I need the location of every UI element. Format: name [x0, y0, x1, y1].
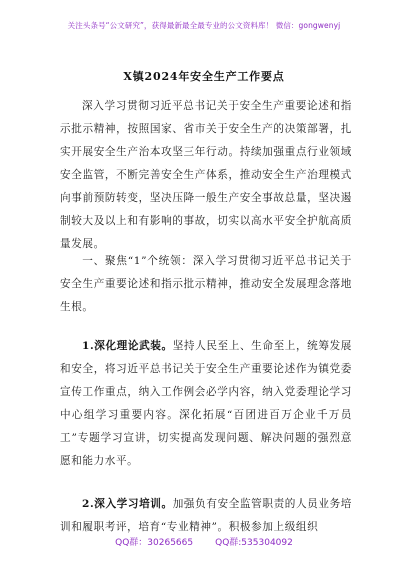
- footer-qq-group-1: QQ群：30265665: [115, 538, 194, 548]
- page-footer: [0, 535, 408, 548]
- item-two-title: 2.深入学习培训。: [82, 498, 173, 510]
- item-two-paragraph: [60, 493, 352, 539]
- item-one-text: 坚持人民至上、生命至上，统筹发展和安全，将习近平总书记关于安全生产重要论述作为镇党委宣传工作重点，纳入工作例会必学内容，纳入党委理论学习中心组学习重要内容。深化拓展“百团进百万企业千万员工”专题学习宣讲，切实提高发现问题、解决问题的强烈意愿和能力水平。: [60, 340, 352, 467]
- intro-text: 深入学习贯彻习近平总书记关于安全生产重要论述和指示批示精神，按照国家、省市关于安全生产的决策部署，扎实开展安全生产治本攻坚三年行动。持续加强重点行业领域安全监管，不断完善安全生产体系，推动安全生产治理模式向事前预防转变，坚决压降一般生产安全事故总量，坚决遏制较大及以上和有影响的事故，切实以高水平安全护航高质量发展。: [60, 100, 352, 250]
- item-two-text: 加强负有安全监管职责的人员业务培训和履职考评，培育“专业精神”。积极参加上级组织: [60, 498, 352, 533]
- page-header-notice: 关注头条号“公文研究”，获得最新最全最专业的公文资料库！ 微信：gongwenyj: [67, 21, 341, 30]
- document-title: X镇2024年安全生产工作要点: [123, 70, 285, 83]
- item-one-title: 1.深化理论武装。: [82, 340, 173, 352]
- section-one-text: 一、聚焦“1”个统领：深入学习贯彻习近平总书记关于安全生产重要论述和指示批示精神，推动安全发展理念落地生根。: [60, 255, 352, 313]
- footer-qq-group-2: QQ群:535304092: [215, 538, 293, 548]
- section-one-paragraph: [60, 250, 352, 319]
- item-one-paragraph: [60, 335, 352, 473]
- intro-paragraph: [60, 95, 352, 256]
